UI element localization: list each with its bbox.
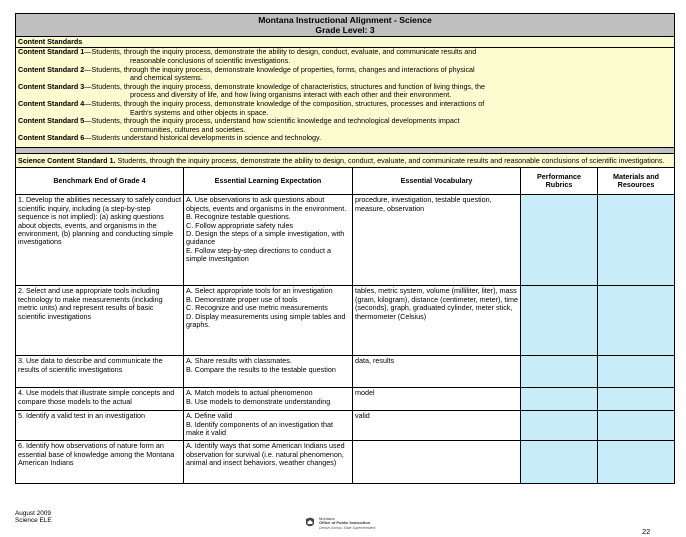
expectation-item: B. Recognize testable questions. xyxy=(186,212,291,222)
materials-cell[interactable] xyxy=(598,195,675,286)
content-standard-6 xyxy=(18,134,672,143)
content-standard-label: Content Standard 1 xyxy=(18,47,85,57)
content-standard-label: Content Standard 5 xyxy=(18,116,85,126)
content-standard-5 xyxy=(18,117,672,126)
materials-cell[interactable] xyxy=(598,286,675,356)
footer-date: August 2009 xyxy=(15,510,51,517)
page-number: 22 xyxy=(642,527,651,536)
expectation-cell xyxy=(184,356,353,388)
table-row xyxy=(16,411,675,441)
content-standard-label: Content Standard 6 xyxy=(18,133,85,143)
benchmark-cell: 1. Develop the abilities necessary to safely conduct scientific inquiry, including (a step-by-step sequence is not implied): (a) asking questions about objects, events, and organisms in the environment, (b) planning and conducting simple investigations xyxy=(16,195,184,286)
content-standard-text: —Students, through the inquiry process, demonstrate knowledge of characteristics, structures and function of living things, the xyxy=(84,81,486,91)
expectation-item: C. Follow appropriate safety rules xyxy=(186,220,294,230)
expectation-cell xyxy=(184,411,353,441)
content-standard-text: —Students understand historical developments in science and technology. xyxy=(84,133,322,143)
alignment-document xyxy=(15,13,674,484)
content-standard-text: —Students, through the inquiry process, understand how scientific knowledge and technological developments impact xyxy=(84,116,460,126)
table-row xyxy=(16,388,675,411)
science-content-standard xyxy=(16,153,675,167)
expectation-item: A. Define valid xyxy=(186,411,233,421)
logo-line1: Montana xyxy=(319,516,335,521)
logo-line3: Denise Juneau, State Superintendent xyxy=(319,526,376,530)
content-standard-label: Content Standard 2 xyxy=(18,64,85,74)
expectation-item: A. Use observations to ask questions about objects, events and organisms in the environment. xyxy=(186,195,347,213)
benchmark-cell: 6. Identify how observations of nature form an essential base of knowledge among the Montana American Indians xyxy=(16,441,184,484)
benchmark-cell: 5. Identify a valid test in an investigation xyxy=(16,411,184,441)
expectation-item: C. Recognize and use metric measurements xyxy=(186,303,328,313)
column-header-materials: Materials and Resources xyxy=(598,168,675,195)
grade-level-text: Grade Level: 3 xyxy=(315,25,375,35)
table-row xyxy=(16,286,675,356)
content-standard-4 xyxy=(18,100,672,109)
title-text: Montana Instructional Alignment - Science xyxy=(258,15,432,25)
materials-cell[interactable] xyxy=(598,411,675,441)
expectation-item: B. Identify components of an investigation that make it valid xyxy=(186,419,334,438)
expectation-item: A. Match models to actual phenomenon xyxy=(186,388,313,398)
content-standard-text: —Students, through the inquiry process, demonstrate knowledge of the composition, structures, processes and interactions of xyxy=(84,98,485,108)
content-standards-list xyxy=(16,48,675,148)
content-standard-1 xyxy=(18,48,672,57)
content-standard-text: —Students, through the inquiry process, demonstrate the ability to design, conduct, evaluate, and communicate results and xyxy=(84,47,477,57)
science-standard-text: Students, through the inquiry process, demonstrate the ability to design, conduct, evaluate, and communicate results and reasonable conclusions of scientific investigations. xyxy=(115,155,665,165)
expectation-cell xyxy=(184,286,353,356)
content-standard-2 xyxy=(18,66,672,75)
column-header-vocabulary: Essential Vocabulary xyxy=(353,168,521,195)
expectation-item: B. Compare the results to the testable question xyxy=(186,364,336,374)
expectation-item: A. Select appropriate tools for an investigation xyxy=(186,286,333,296)
column-header-rubrics: Performance Rubrics xyxy=(521,168,598,195)
expectation-item: A. Share results with classmates. xyxy=(186,356,292,366)
vocabulary-cell xyxy=(353,441,521,484)
rubrics-cell[interactable] xyxy=(521,411,598,441)
content-standard-text: —Students, through the inquiry process, demonstrate knowledge of properties, forms, changes and interactions of physical xyxy=(84,64,475,74)
benchmark-cell: 2. Select and use appropriate tools including technology to make measurements (including metric units) and represent results of basic scientific investigations xyxy=(16,286,184,356)
column-header-row xyxy=(16,168,675,195)
montana-state-icon xyxy=(305,517,315,529)
rubrics-cell[interactable] xyxy=(521,356,598,388)
expectation-item: B. Demonstrate proper use of tools xyxy=(186,294,298,304)
table-row xyxy=(16,356,675,388)
alignment-table xyxy=(15,13,675,484)
expectation-cell xyxy=(184,195,353,286)
logo-line2: Office of Public Instruction xyxy=(319,520,371,525)
content-standard-label: Content Standard 4 xyxy=(18,98,85,108)
content-standard-continuation: communities, cultures and societies. xyxy=(130,124,246,134)
rubrics-cell[interactable] xyxy=(521,195,598,286)
expectation-cell xyxy=(184,441,353,484)
content-standard-label: Content Standard 3 xyxy=(18,81,85,91)
document-title xyxy=(16,14,675,37)
expectation-cell xyxy=(184,388,353,411)
content-standards-heading: Content Standards xyxy=(16,37,675,48)
content-standard-continuation: Earth's systems and other objects in space. xyxy=(130,107,269,117)
vocabulary-cell: data, results xyxy=(353,356,521,388)
expectation-item: A. Identify ways that some American Indians used observation for survival (i.e. natural phenomenon, animal and insect behaviors, weather changes) xyxy=(186,441,345,468)
table-row xyxy=(16,441,675,484)
expectation-item: D. Design the steps of a simple investigation, with guidance xyxy=(186,228,345,247)
opi-logo xyxy=(305,516,415,534)
expectation-item: B. Use models to demonstrate understanding xyxy=(186,396,331,406)
column-header-benchmark: Benchmark End of Grade 4 xyxy=(16,168,184,195)
content-standard-continuation: and chemical systems. xyxy=(130,73,203,83)
benchmark-rows xyxy=(16,195,675,484)
vocabulary-cell: valid xyxy=(353,411,521,441)
content-standard-continuation: process and diversity of life, and how living organisms interact with each other and their environment. xyxy=(130,90,452,100)
materials-cell[interactable] xyxy=(598,388,675,411)
table-row xyxy=(16,195,675,286)
footer xyxy=(15,510,52,525)
expectation-item: D. Display measurements using simple tables and graphs. xyxy=(186,311,346,329)
benchmark-cell: 4. Use models that illustrate simple concepts and compare those models to the actual xyxy=(16,388,184,411)
vocabulary-cell: procedure, investigation, testable question, measure, observation xyxy=(353,195,521,286)
materials-cell[interactable] xyxy=(598,441,675,484)
rubrics-cell[interactable] xyxy=(521,441,598,484)
expectation-item: E. Follow step-by-step directions to conduct a simple investigation xyxy=(186,245,332,264)
rubrics-cell[interactable] xyxy=(521,286,598,356)
materials-cell[interactable] xyxy=(598,356,675,388)
science-standard-label: Science Content Standard 1. xyxy=(18,155,116,165)
vocabulary-cell: tables, metric system, volume (milliliter, liter), mass (gram, kilogram), distance (centimeter, meter), time (seconds), graph, graduated cylinder, meter stick, thermometer (Celsius) xyxy=(353,286,521,356)
benchmark-cell: 3. Use data to describe and communicate the results of scientific investigations xyxy=(16,356,184,388)
rubrics-cell[interactable] xyxy=(521,388,598,411)
footer-subject: Science ELE xyxy=(15,517,52,525)
content-standard-continuation: reasonable conclusions of scientific investigations. xyxy=(130,56,291,65)
vocabulary-cell: model xyxy=(353,388,521,411)
column-header-expectation: Essential Learning Expectation xyxy=(184,168,353,195)
